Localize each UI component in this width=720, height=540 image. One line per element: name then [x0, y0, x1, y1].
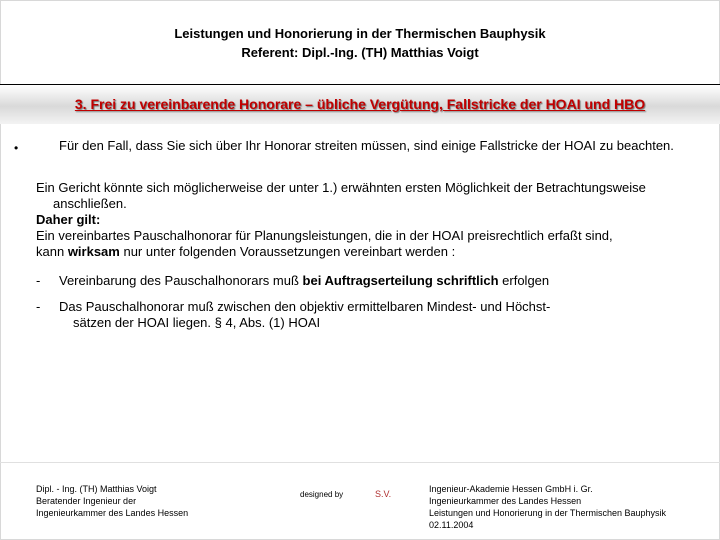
footer-author-line: Dipl. - Ing. (TH) Matthias Voigt	[36, 484, 157, 494]
bullet-dot: •	[14, 141, 19, 155]
slide-header	[0, 24, 720, 62]
item1-text-bold: bei Auftragserteilung schriftlich	[302, 273, 499, 288]
condition-text-bold: wirksam	[67, 244, 120, 259]
item2-line-2: sätzen der HOAI liegen. § 4, Abs. (1) HOAI	[73, 315, 321, 330]
condition-line-2	[36, 244, 696, 260]
footer-org-line: Ingenieur-Akademie Hessen GmbH i. Gr.	[429, 484, 593, 494]
condition-text-c: nur unter folgenden Voraussetzungen vereinbart werden :	[119, 244, 456, 259]
item1-text-c: erfolgen	[498, 273, 550, 288]
paragraph-court	[36, 180, 696, 260]
footer-org-line: Ingenieurkammer des Landes Hessen	[429, 496, 582, 506]
footer-divider	[0, 462, 720, 463]
paragraph-intro: Für den Fall, dass Sie sich über Ihr Honorar streiten müssen, sind einige Fallstricke der HOAI zu beachten.	[59, 138, 674, 153]
condition-text-a: kann	[36, 244, 68, 259]
header-speaker: Referent: Dipl.-Ing. (TH) Matthias Voigt	[241, 45, 479, 60]
dash-marker-2: -	[36, 299, 41, 314]
footer-author-line: Beratender Ingenieur der	[36, 496, 137, 506]
court-line-2: anschließen.	[53, 196, 127, 211]
footer-sv: S.V.	[375, 489, 392, 499]
condition-line-1: Ein vereinbartes Pauschalhonorar für Planungsleistungen, die in der HOAI preisrechtlich erfaßt sind,	[36, 228, 613, 243]
footer-author	[36, 483, 188, 519]
footer-organization	[429, 483, 666, 531]
item2-line-1: Das Pauschalhonorar muß zwischen den objektiv ermittelbaren Mindest- und Höchst-	[59, 299, 551, 314]
dash-marker-1: -	[36, 273, 41, 288]
court-line-1: Ein Gericht könnte sich möglicherweise der unter 1.) erwähnten ersten Möglichkeit der Betrachtungsweise	[36, 180, 646, 195]
list-item-fee-range	[59, 299, 699, 331]
footer-date: 02.11.2004	[429, 520, 474, 530]
daher-gilt: Daher gilt:	[36, 212, 101, 227]
footer-org-line: Leistungen und Honorierung in der Thermischen Bauphysik	[429, 508, 666, 518]
item1-text-a: Vereinbarung des Pauschalhonorars muß	[59, 273, 303, 288]
footer-designed-by: designed by	[300, 490, 344, 499]
slide-title: 3. Frei zu vereinbarende Honorare – übliche Vergütung, Fallstricke der HOAI und HBO	[74, 96, 646, 112]
list-item-written-agreement	[59, 273, 699, 289]
header-title: Leistungen und Honorierung in der Thermischen Bauphysik	[174, 26, 546, 41]
footer-author-line: Ingenieurkammer des Landes Hessen	[36, 508, 189, 518]
